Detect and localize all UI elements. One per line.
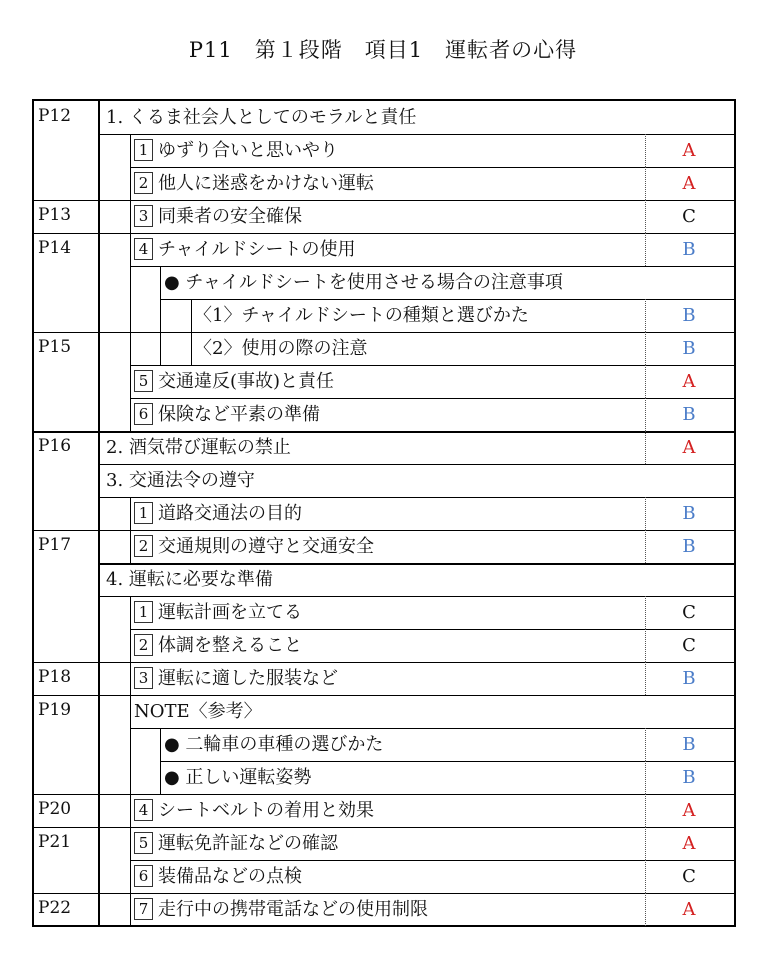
rank-badge: B [682,239,696,260]
rank-badge: A [682,173,696,194]
page-title: P11 第１段階 項目1 運転者の心得 [188,38,578,62]
item-number-box: 3 [134,667,153,689]
item-label: 体調を整えること [158,635,302,656]
outline-item [164,266,563,299]
item-label: 2. 酒気帯び運転の禁止 [106,437,291,458]
outline-item [134,860,302,893]
item-label: 交通規則の遵守と交通安全 [158,536,374,557]
rank-badge: C [682,602,696,623]
indent-border [160,266,161,299]
page-reference: P17 [38,535,72,555]
indent-guide [160,299,161,332]
outline-table [32,99,736,927]
rank-badge: C [682,206,696,227]
item-label: NOTE〈参考〉 [134,701,262,722]
outline-item [134,398,320,431]
indent-border [191,299,192,332]
outline-item [134,662,338,695]
item-label: 4. 運転に必要な準備 [106,569,273,590]
item-label: ● チャイルドシートを使用させる場合の注意事項 [164,272,563,293]
rank-badge: B [682,668,696,689]
outline-item [134,629,302,662]
page-reference: P14 [38,238,72,258]
rank-badge: A [682,140,696,161]
outline-item [134,695,262,728]
item-number-box: 2 [134,535,153,557]
indent-guide [130,728,131,761]
outline-item [134,365,334,398]
item-label: ● 二輪車の車種の選びかた [164,734,384,755]
page-column-divider [98,101,100,926]
indent-border [130,596,131,629]
rank-badge: A [682,833,696,854]
page-reference: P21 [38,832,72,852]
outline-item [194,332,367,365]
indent-border [130,200,131,233]
item-number-box: 5 [134,832,153,854]
indent-border [160,761,161,794]
item-label: シートベルトの着用と効果 [158,800,374,821]
indent-border [130,365,131,398]
indent-border [130,530,131,563]
outline-item [134,497,302,530]
indent-border [130,629,131,662]
indent-guide [160,332,161,365]
item-label: 道路交通法の目的 [158,503,302,524]
rank-badge: B [682,404,696,425]
indent-border [130,827,131,860]
outline-item [194,299,529,332]
rank-badge: C [682,635,696,656]
rank-badge: A [682,437,696,458]
rank-badge: B [682,734,696,755]
item-number-box: 1 [134,502,153,524]
outline-item [134,893,428,926]
page-reference: P20 [38,799,72,819]
page-reference: P18 [38,667,72,687]
item-label: 運転に適した服装など [158,668,338,689]
outline-item [106,101,416,134]
indent-border [160,728,161,761]
item-label: チャイルドシートの使用 [158,239,356,260]
item-number-box: 1 [134,601,153,623]
item-number-box: 6 [134,403,153,425]
outline-item [134,134,338,167]
item-label: ゆずり合いと思いやり [158,140,338,161]
indent-border [130,893,131,926]
page-reference: P22 [38,898,72,918]
outline-item [134,200,302,233]
item-number-box: 2 [134,172,153,194]
item-number-box: 2 [134,634,153,656]
outline-item [134,233,355,266]
indent-border [130,398,131,431]
indent-border [130,134,131,167]
indent-border [130,167,131,200]
item-label: 他人に迷惑をかけない運転 [158,173,374,194]
outline-item [106,431,291,464]
rank-badge: B [682,305,696,326]
item-label: ● 正しい運転姿勢 [164,767,312,788]
item-label: 装備品などの点検 [158,866,302,887]
outline-item [134,794,374,827]
indent-guide [130,299,131,332]
item-label: 運転計画を立てる [158,602,302,623]
page-reference: P19 [38,700,72,720]
outline-item [134,530,374,563]
indent-border [130,695,131,728]
indent-border [191,332,192,365]
indent-guide [130,266,131,299]
outline-item [106,464,255,497]
item-number-box: 5 [134,370,153,392]
page-reference: P16 [38,436,72,456]
indent-border [130,860,131,893]
item-label: 交通違反(事故)と責任 [158,371,335,392]
item-label: 〈1〉チャイルドシートの種類と選びかた [194,305,529,326]
item-label: 走行中の携帯電話などの使用制限 [158,899,428,920]
item-number-box: 4 [134,238,153,260]
rank-badge: B [682,767,696,788]
outline-item [134,596,302,629]
indent-border [130,794,131,827]
rank-badge: C [682,866,696,887]
item-number-box: 6 [134,865,153,887]
page-reference: P15 [38,337,72,357]
indent-border [130,497,131,530]
outline-item [134,827,338,860]
rank-badge: A [682,800,696,821]
page-reference: P12 [38,106,72,126]
item-number-box: 1 [134,139,153,161]
item-label: 〈2〉使用の際の注意 [194,338,368,359]
page-reference: P13 [38,205,72,225]
outline-item [134,167,374,200]
item-label: 保険など平素の準備 [158,404,320,425]
item-label: 3. 交通法令の遵守 [106,470,255,491]
outline-item [164,761,311,794]
indent-guide [130,761,131,794]
item-number-box: 7 [134,898,153,920]
rank-badge: A [682,371,696,392]
indent-guide [130,332,131,365]
item-number-box: 4 [134,799,153,821]
rank-badge: B [682,338,696,359]
outline-item [106,563,273,596]
item-label: 同乗者の安全確保 [158,206,302,227]
rank-badge: A [682,899,696,920]
rank-badge: B [682,536,696,557]
item-label: 1. くるま社会人としてのモラルと責任 [106,107,417,128]
outline-item [164,728,383,761]
indent-border [130,233,131,266]
row-separator [34,332,734,333]
rank-badge: B [682,503,696,524]
item-label: 運転免許証などの確認 [158,833,338,854]
indent-border [130,662,131,695]
item-number-box: 3 [134,205,153,227]
